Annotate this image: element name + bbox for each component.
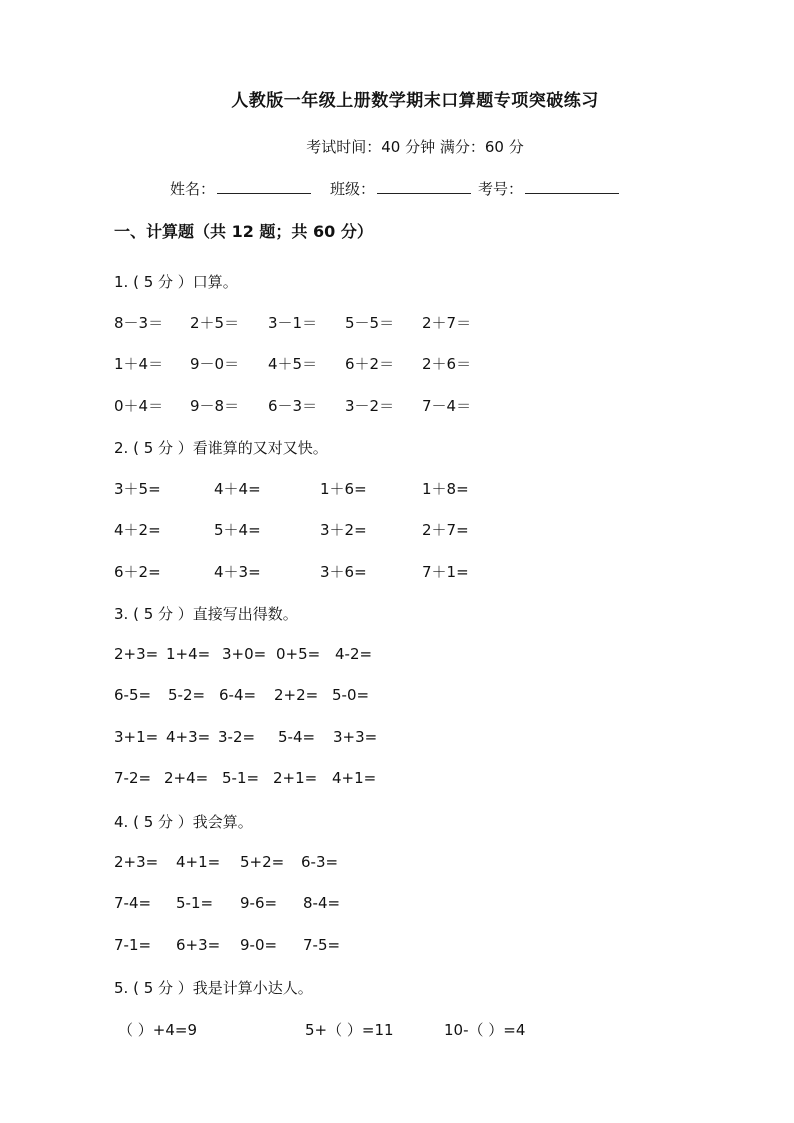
exam-info-line: 考试时间：40 分钟 满分：60 分 xyxy=(306,138,524,156)
problem: 7－4＝ xyxy=(422,397,472,415)
problem: 4+3= xyxy=(166,728,211,746)
number-label: 考号： xyxy=(478,180,524,198)
problem: 9-0= xyxy=(240,936,278,954)
problem: 1＋8= xyxy=(422,480,469,498)
problem: 7-1= xyxy=(114,936,152,954)
problem: 3＋2= xyxy=(320,521,367,539)
number-field xyxy=(478,178,621,199)
problem: 5－5＝ xyxy=(345,314,395,332)
problem: 10-（ ）=4 xyxy=(444,1021,526,1039)
problem: 2＋7= xyxy=(422,521,469,539)
question-3-heading: 3. ( 5 分 ）直接写出得数。 xyxy=(114,605,298,623)
problem: 4＋3= xyxy=(214,563,261,581)
question-1-heading: 1. ( 5 分 ）口算。 xyxy=(114,273,238,291)
problem: 1＋6= xyxy=(320,480,367,498)
problem: 7-2= xyxy=(114,769,152,787)
problem: 3+1= xyxy=(114,728,159,746)
problem: 5＋4= xyxy=(214,521,261,539)
name-label: 姓名： xyxy=(170,180,216,198)
name-blank[interactable] xyxy=(217,178,311,194)
problem: 6－3＝ xyxy=(268,397,318,415)
problem: 3+0= xyxy=(222,645,267,663)
class-label: 班级： xyxy=(330,180,376,198)
problem: 4+1= xyxy=(176,853,221,871)
question-2-heading: 2. ( 5 分 ）看谁算的又对又快。 xyxy=(114,439,328,457)
problem: 2＋6＝ xyxy=(422,355,472,373)
number-blank[interactable] xyxy=(525,178,619,194)
problem: 4＋4= xyxy=(214,480,261,498)
problem: 3－1＝ xyxy=(268,314,318,332)
page-title: 人教版一年级上册数学期末口算题专项突破练习 xyxy=(231,91,599,111)
problem: （ ）+4=9 xyxy=(118,1021,197,1039)
problem: 3＋5= xyxy=(114,480,161,498)
problem: 0＋4＝ xyxy=(114,397,164,415)
problem: 4-2= xyxy=(335,645,373,663)
section-title: 一、计算题（共 12 题；共 60 分） xyxy=(114,222,373,241)
problem: 6-4= xyxy=(219,686,257,704)
problem: 2＋5＝ xyxy=(190,314,240,332)
problem: 2+4= xyxy=(164,769,209,787)
problem: 9－8＝ xyxy=(190,397,240,415)
problem: 6＋2= xyxy=(114,563,161,581)
problem: 7-5= xyxy=(303,936,341,954)
problem: 2＋7＝ xyxy=(422,314,472,332)
problem: 6-3= xyxy=(301,853,339,871)
problem: 1＋4＝ xyxy=(114,355,164,373)
problem: 3－2＝ xyxy=(345,397,395,415)
problem: 5+（ ）=11 xyxy=(305,1021,394,1039)
problem: 0+5= xyxy=(276,645,321,663)
problem: 5+2= xyxy=(240,853,285,871)
question-4-heading: 4. ( 5 分 ）我会算。 xyxy=(114,813,253,831)
problem: 3+3= xyxy=(333,728,378,746)
problem: 6+3= xyxy=(176,936,221,954)
question-5-heading: 5. ( 5 分 ）我是计算小达人。 xyxy=(114,979,313,997)
problem: 7-4= xyxy=(114,894,152,912)
class-blank[interactable] xyxy=(377,178,471,194)
problem: 5-2= xyxy=(168,686,206,704)
problem: 6＋2＝ xyxy=(345,355,395,373)
class-field xyxy=(330,178,473,199)
problem: 3-2= xyxy=(218,728,256,746)
problem: 5-4= xyxy=(278,728,316,746)
problem: 9－0＝ xyxy=(190,355,240,373)
problem: 4+1= xyxy=(332,769,377,787)
problem: 1+4= xyxy=(166,645,211,663)
problem: 5-0= xyxy=(332,686,370,704)
problem: 4＋5＝ xyxy=(268,355,318,373)
problem: 4＋2= xyxy=(114,521,161,539)
name-field xyxy=(170,178,313,199)
problem: 2+3= xyxy=(114,853,159,871)
problem: 5-1= xyxy=(176,894,214,912)
problem: 7＋1= xyxy=(422,563,469,581)
problem: 2+1= xyxy=(273,769,318,787)
problem: 2+2= xyxy=(274,686,319,704)
problem: 3＋6= xyxy=(320,563,367,581)
problem: 8-4= xyxy=(303,894,341,912)
problem: 6-5= xyxy=(114,686,152,704)
problem: 8－3＝ xyxy=(114,314,164,332)
problem: 2+3= xyxy=(114,645,159,663)
problem: 9-6= xyxy=(240,894,278,912)
problem: 5-1= xyxy=(222,769,260,787)
